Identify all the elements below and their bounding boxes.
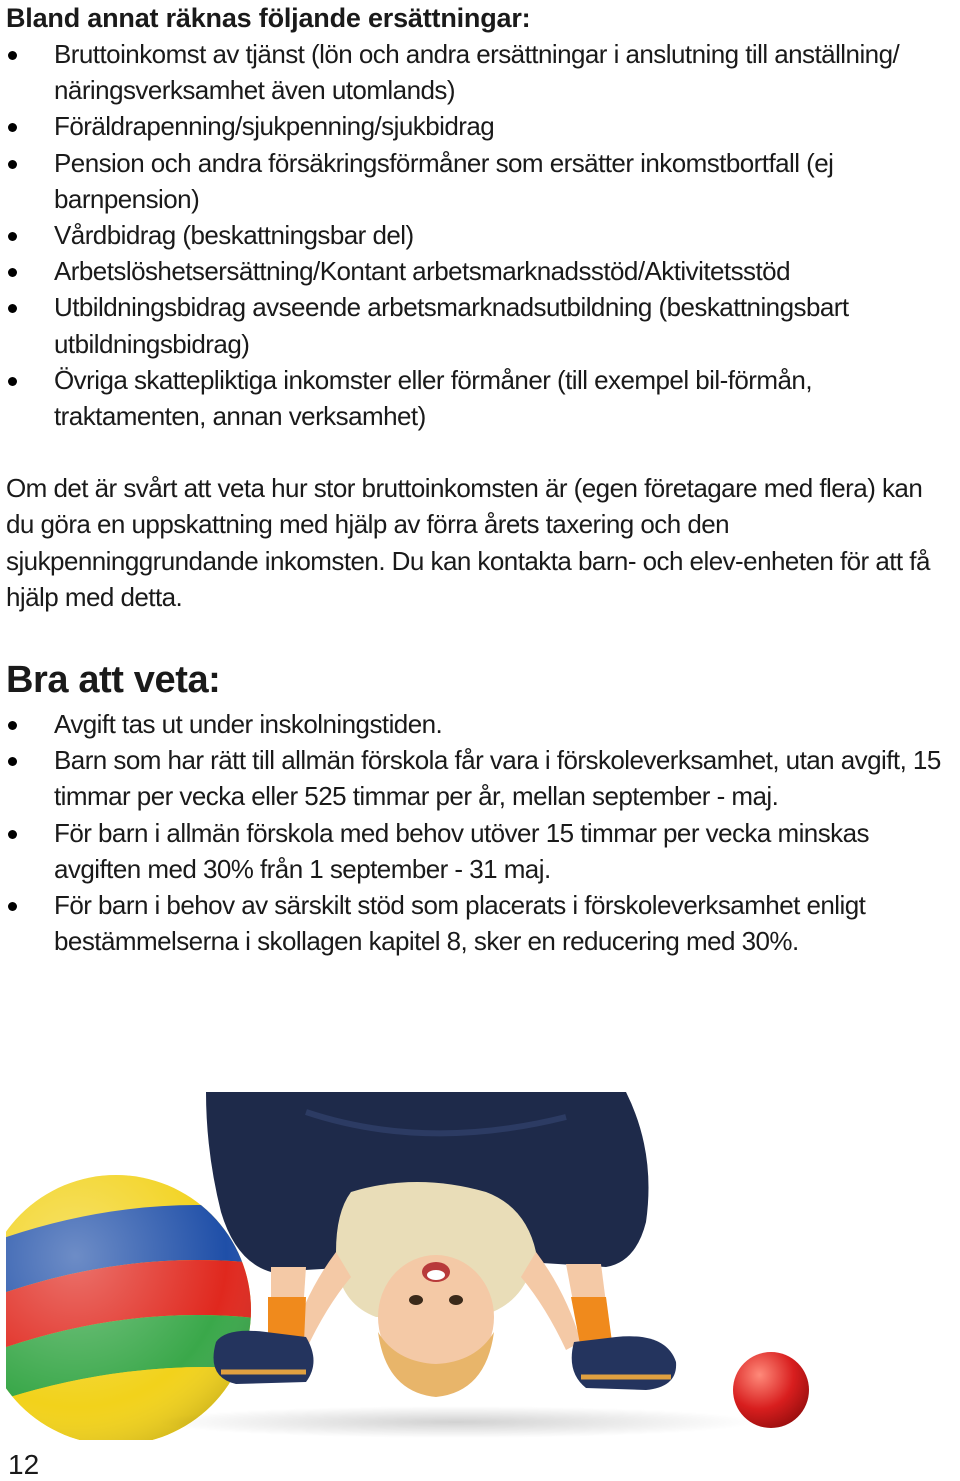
bullet-icon xyxy=(8,232,17,241)
bullet-icon xyxy=(8,757,17,766)
good-to-know-list xyxy=(6,706,956,959)
child-upside-down-photo xyxy=(6,1092,828,1440)
good-to-know-heading: Bra att veta: xyxy=(6,659,221,702)
list-item: Övriga skattepliktiga inkomster eller förmåner (till exempel bil-förmån, traktamenten, annan verksamhet) xyxy=(6,362,956,434)
bullet-icon xyxy=(8,160,17,169)
list-item: För barn i behov av särskilt stöd som placerats i förskoleverksamhet enligt bestämmelserna i skollagen kapitel 8, sker en reducering med 30%. xyxy=(6,887,956,959)
bullet-icon xyxy=(8,123,17,132)
section-heading-compensations: Bland annat räknas följande ersättningar: xyxy=(6,3,531,33)
bullet-icon xyxy=(8,377,17,386)
list-item: Pension och andra försäkringsförmåner som ersätter inkomstbortfall (ej barnpension) xyxy=(6,145,956,217)
list-item: Avgift tas ut under inskolningstiden. xyxy=(6,706,956,742)
bullet-icon xyxy=(8,902,17,911)
list-item: Barn som har rätt till allmän förskola får vara i förskoleverksamhet, utan avgift, 15 timmar per vecka eller 525 timmar per år, mellan september - maj. xyxy=(6,742,956,814)
page-number: 12 xyxy=(8,1449,40,1480)
red-ball xyxy=(733,1352,809,1428)
list-item: Utbildningsbidrag avseende arbetsmarknadsutbildning (beskattningsbart utbildningsbidrag) xyxy=(6,289,956,361)
list-item: För barn i allmän förskola med behov utöver 15 timmar per vecka minskas avgiften med 30% från 1 september - 31 maj. xyxy=(6,815,956,887)
bullet-icon xyxy=(8,721,17,730)
income-estimate-paragraph: Om det är svårt att veta hur stor bruttoinkomsten är (egen företagare med flera) kan du göra en uppskattning med hjälp av förra årets taxering och den sjukpenninggrundande inkomsten. Du kan kontakta barn- och elev-enheten för att få hjälp med detta. xyxy=(6,473,930,612)
list-item: Arbetslöshetsersättning/Kontant arbetsmarknadsstöd/Aktivitetsstöd xyxy=(6,253,956,289)
compensation-list xyxy=(6,36,956,434)
document-page xyxy=(6,0,956,959)
list-item: Bruttoinkomst av tjänst (lön och andra ersättningar i anslutning till anställning/ näringsverksamhet även utomlands) xyxy=(6,36,956,108)
bullet-icon xyxy=(8,51,17,60)
list-item: Föräldrapenning/sjukpenning/sjukbidrag xyxy=(6,108,956,144)
bullet-icon xyxy=(8,830,17,839)
bullet-icon xyxy=(8,304,17,313)
list-item: Vårdbidrag (beskattningsbar del) xyxy=(6,217,956,253)
bullet-icon xyxy=(8,268,17,277)
